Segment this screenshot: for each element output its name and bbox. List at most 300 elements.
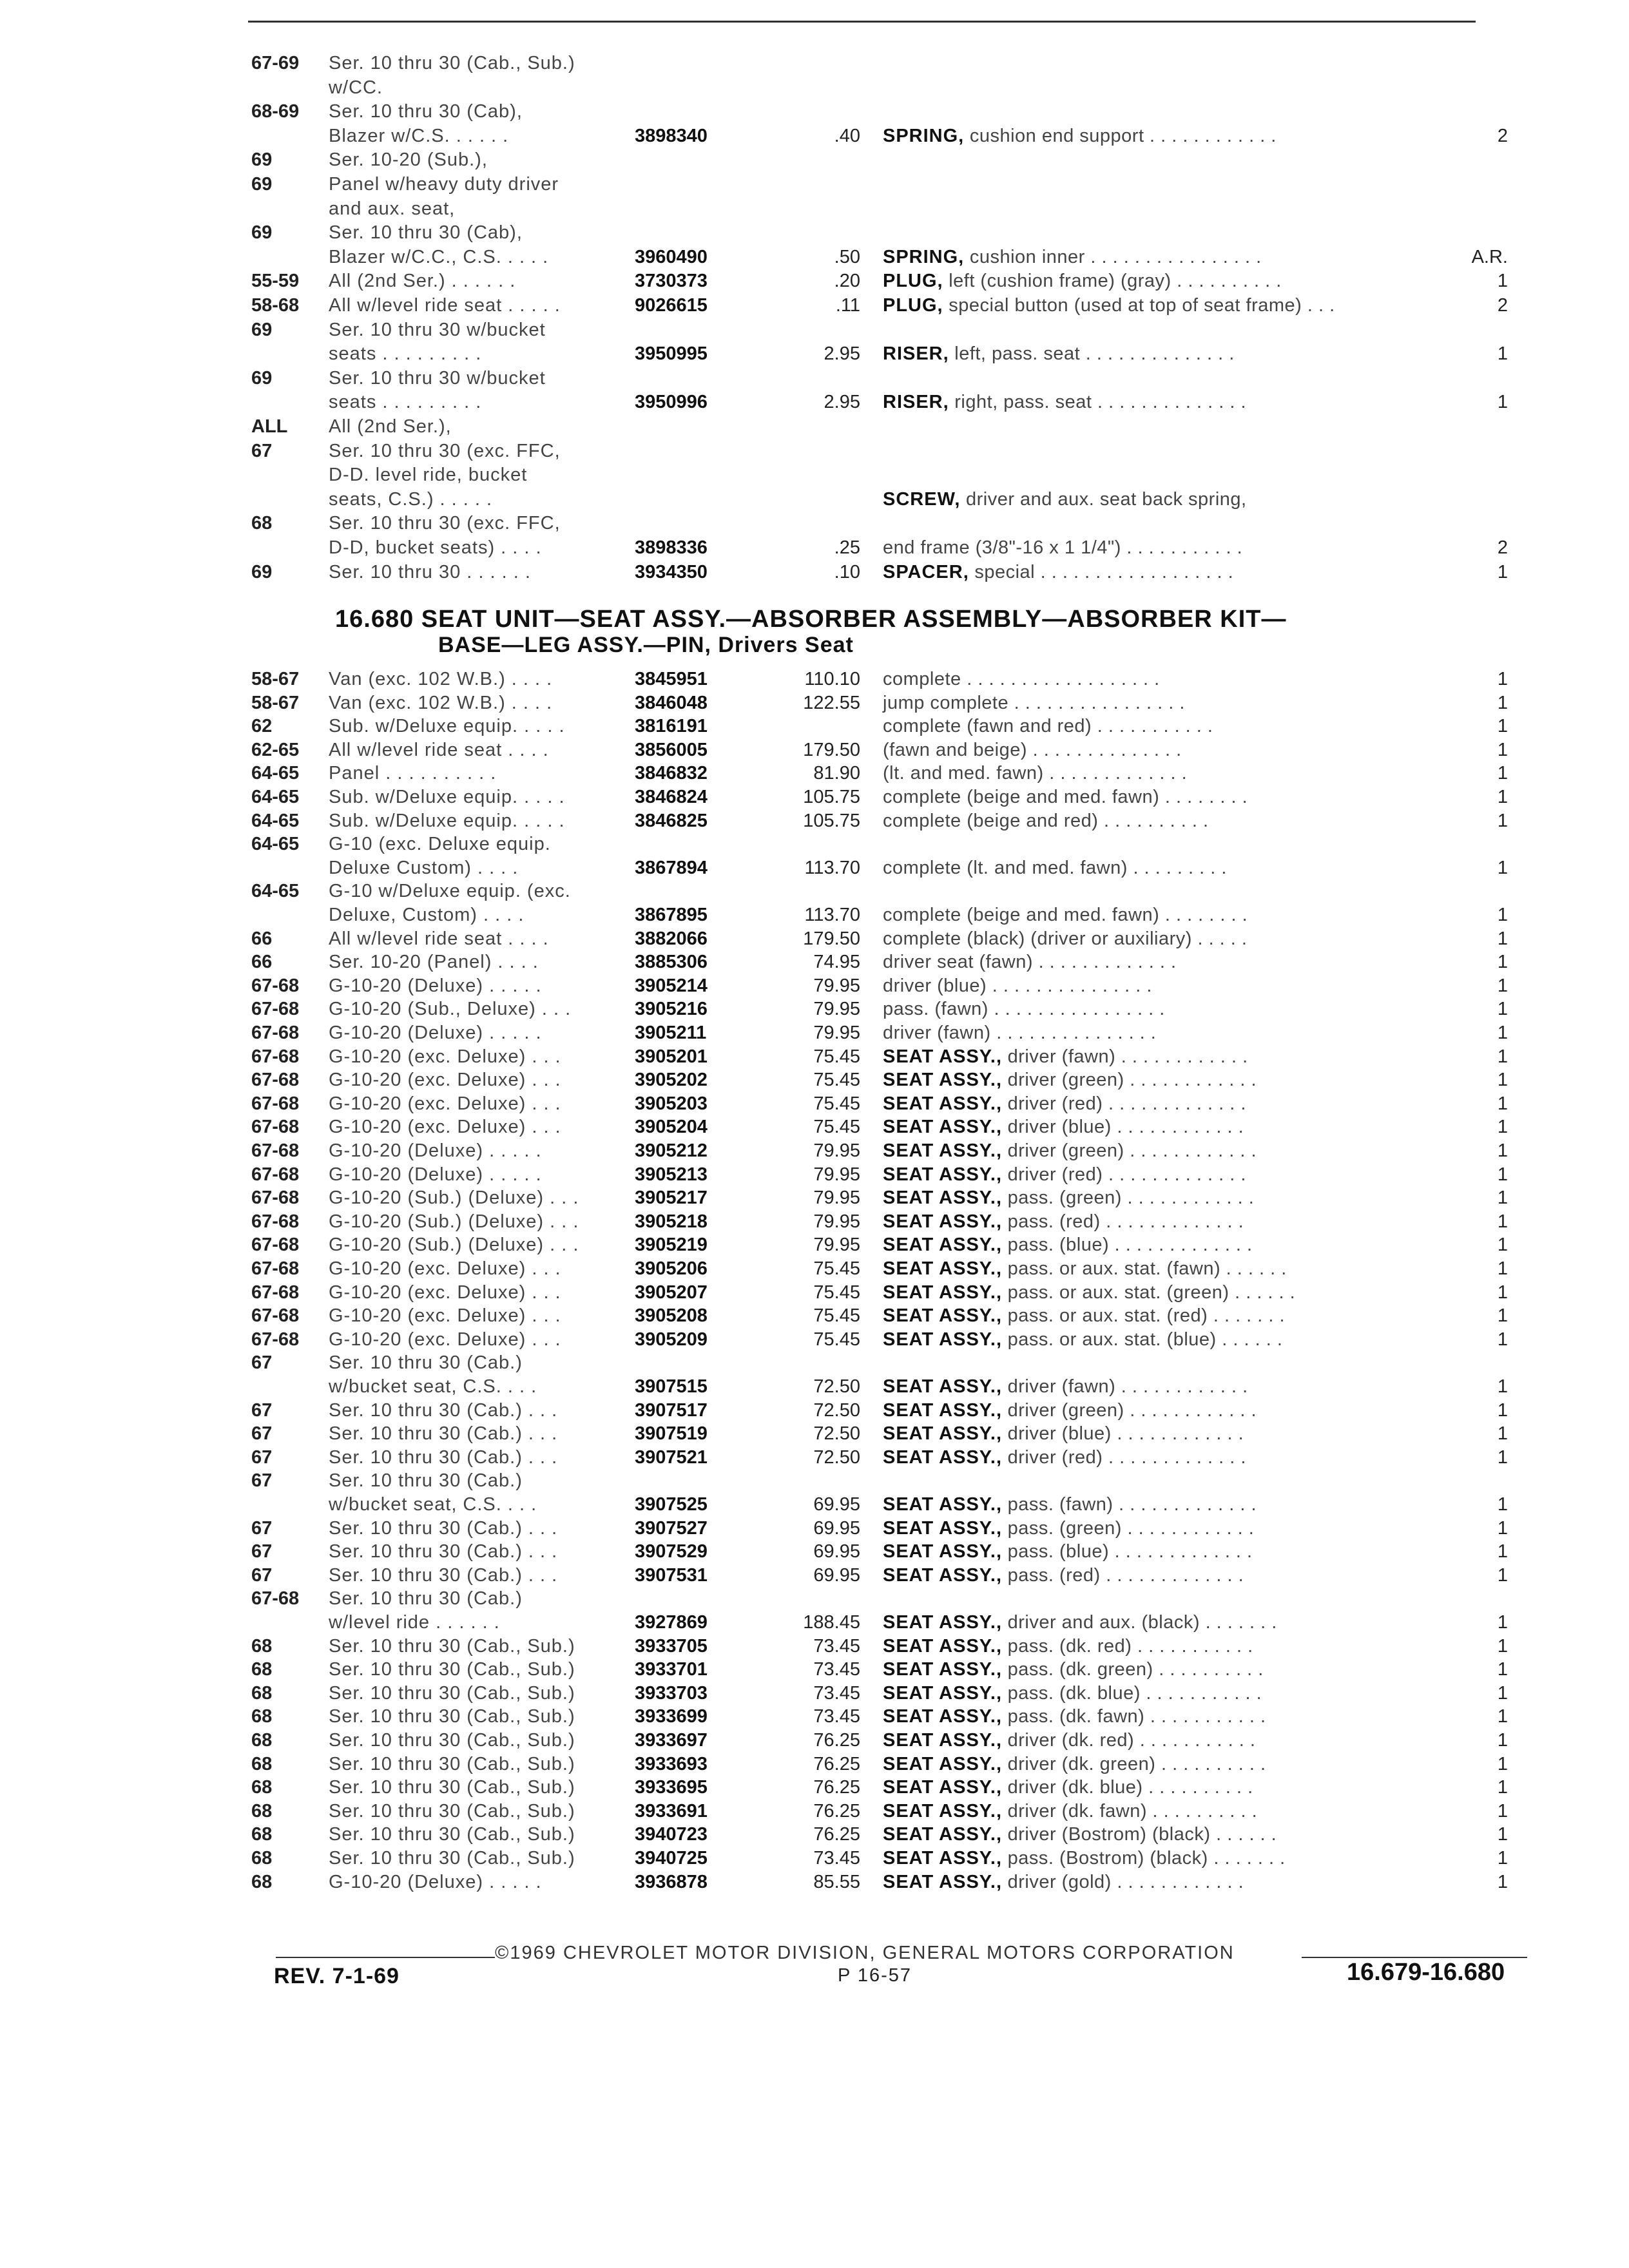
section-subheading: BASE—LEG ASSY.—PIN, Drivers Seat bbox=[438, 633, 854, 657]
series-application: G-10-20 (Deluxe) . . . . . bbox=[329, 1871, 542, 1892]
series-application: Sub. w/Deluxe equip. . . . . bbox=[329, 787, 565, 807]
part-detail: driver (dk. blue) . . . . . . . . . . bbox=[1007, 1777, 1253, 1798]
list-price: 79.95 bbox=[813, 1164, 860, 1185]
part-detail: driver (green) . . . . . . . . . . . . bbox=[1007, 1140, 1257, 1161]
series-application: and aux. seat, bbox=[329, 198, 456, 219]
parts-row bbox=[0, 1328, 1629, 1351]
parts-row bbox=[0, 1163, 1629, 1186]
quantity: 1 bbox=[1497, 1564, 1508, 1586]
quantity: 1 bbox=[1497, 1494, 1508, 1515]
series-application: Ser. 10 thru 30 (Cab.) . . . bbox=[329, 1423, 558, 1445]
list-price: 73.45 bbox=[813, 1682, 860, 1704]
series-application: Ser. 10 thru 30 (Cab., Sub.) bbox=[329, 53, 575, 73]
part-description bbox=[883, 1493, 1476, 1516]
series-application: Ser. 10 thru 30 (Cab., Sub.) bbox=[329, 1635, 575, 1657]
part-detail: driver (gold) . . . . . . . . . . . . bbox=[1007, 1871, 1244, 1892]
series-application: G-10-20 (exc. Deluxe) . . . bbox=[329, 1305, 561, 1327]
model-year: 67-68 bbox=[251, 1282, 300, 1303]
part-number: 3885306 bbox=[635, 952, 708, 973]
part-number: 3907517 bbox=[635, 1399, 708, 1421]
part-description bbox=[883, 903, 1476, 927]
parts-row bbox=[0, 390, 1629, 414]
part-description bbox=[883, 1186, 1476, 1209]
parts-row bbox=[0, 1517, 1629, 1540]
part-description bbox=[883, 715, 1476, 738]
model-year: 67-68 bbox=[251, 1588, 300, 1610]
parts-row bbox=[0, 715, 1629, 738]
series-application: Ser. 10 thru 30 (Cab., Sub.) bbox=[329, 1848, 575, 1869]
footer-rule-right bbox=[1302, 1957, 1527, 1958]
quantity: 1 bbox=[1497, 928, 1508, 949]
model-year: 69 bbox=[251, 149, 273, 171]
part-detail: pass. (blue) . . . . . . . . . . . . . bbox=[1007, 1235, 1253, 1256]
part-name: SEAT ASSY., bbox=[883, 1117, 1003, 1138]
list-price: 75.45 bbox=[813, 1046, 860, 1067]
model-year: 67-68 bbox=[251, 975, 300, 996]
part-description bbox=[883, 691, 1476, 715]
part-detail: pass. (dk. green) . . . . . . . . . . bbox=[1007, 1659, 1264, 1680]
part-name: SEAT ASSY., bbox=[883, 1871, 1003, 1892]
quantity: 1 bbox=[1497, 905, 1508, 925]
part-number: 3933705 bbox=[635, 1635, 708, 1657]
quantity: 1 bbox=[1497, 1046, 1508, 1067]
part-detail: jump complete . . . . . . . . . . . . . . . . bbox=[883, 692, 1185, 713]
model-year: 68 bbox=[251, 1871, 273, 1892]
part-detail: pass. (Bostrom) (black) . . . . . . . bbox=[1007, 1848, 1286, 1869]
list-price: 110.10 bbox=[804, 669, 860, 689]
series-application: G-10-20 (exc. Deluxe) . . . bbox=[329, 1282, 561, 1303]
part-detail: pass. (dk. red) . . . . . . . . . . . bbox=[1007, 1635, 1253, 1657]
part-name: SEAT ASSY., bbox=[883, 1046, 1003, 1067]
series-application: seats . . . . . . . . . bbox=[329, 343, 482, 365]
copyright-line: ©1969 CHEVROLET MOTOR DIVISION, GENERAL MOTORS CORPORATION bbox=[495, 1943, 1235, 1963]
part-name: SEAT ASSY., bbox=[883, 1070, 1003, 1091]
part-description bbox=[883, 488, 1476, 511]
part-detail: pass. (fawn) . . . . . . . . . . . . . bbox=[1007, 1494, 1257, 1515]
part-detail: pass. (green) . . . . . . . . . . . . bbox=[1007, 1517, 1255, 1539]
list-price: 113.70 bbox=[804, 857, 860, 878]
part-name: SEAT ASSY., bbox=[883, 1635, 1003, 1657]
list-price: 76.25 bbox=[813, 1730, 860, 1751]
list-price: 72.50 bbox=[813, 1399, 860, 1421]
model-year: 67-68 bbox=[251, 1211, 300, 1232]
list-price: 85.55 bbox=[813, 1871, 860, 1892]
part-name: SEAT ASSY., bbox=[883, 1282, 1003, 1303]
parts-row bbox=[0, 1210, 1629, 1233]
model-year: 68 bbox=[251, 1753, 273, 1774]
list-price: 188.45 bbox=[803, 1612, 860, 1633]
part-detail: driver (dk. green) . . . . . . . . . . bbox=[1007, 1753, 1266, 1774]
part-number: 3867895 bbox=[635, 905, 708, 925]
quantity: 1 bbox=[1497, 1871, 1508, 1892]
page-number: P 16-57 bbox=[838, 1965, 912, 1986]
model-year: 67-68 bbox=[251, 1187, 300, 1209]
parts-row bbox=[0, 1658, 1629, 1681]
part-name: PLUG, bbox=[883, 295, 943, 316]
part-description bbox=[883, 1682, 1476, 1705]
part-description bbox=[883, 294, 1476, 317]
part-detail: left, pass. seat . . . . . . . . . . . . . . bbox=[954, 343, 1235, 365]
parts-row bbox=[0, 950, 1629, 974]
model-year: 68 bbox=[251, 1848, 273, 1869]
series-application: Ser. 10 thru 30 (exc. FFC, bbox=[329, 440, 561, 461]
series-application: Sub. w/Deluxe equip. . . . . bbox=[329, 716, 565, 737]
part-detail: pass. (dk. blue) . . . . . . . . . . . bbox=[1007, 1682, 1262, 1704]
series-application: G-10-20 (exc. Deluxe) . . . bbox=[329, 1046, 561, 1067]
parts-row bbox=[0, 1776, 1629, 1799]
part-description bbox=[883, 1446, 1476, 1469]
list-price: .20 bbox=[834, 271, 860, 292]
quantity: 1 bbox=[1497, 1824, 1508, 1845]
quantity: 1 bbox=[1497, 1730, 1508, 1751]
part-detail: driver (Bostrom) (black) . . . . . . bbox=[1007, 1824, 1277, 1845]
part-number: 3905201 bbox=[635, 1046, 708, 1067]
parts-row bbox=[0, 927, 1629, 950]
series-application: w/level ride . . . . . . bbox=[329, 1612, 500, 1633]
part-detail: driver (blue) . . . . . . . . . . . . bbox=[1007, 1423, 1244, 1445]
quantity: 1 bbox=[1497, 1329, 1508, 1350]
quantity: 1 bbox=[1497, 1399, 1508, 1421]
part-detail: driver (fawn) . . . . . . . . . . . . bbox=[1007, 1046, 1248, 1067]
series-application: Ser. 10 thru 30 . . . . . . bbox=[329, 561, 531, 582]
series-application: Blazer w/C.C., C.S. . . . . bbox=[329, 246, 549, 267]
parts-row bbox=[0, 879, 1629, 903]
part-description bbox=[883, 1233, 1476, 1256]
model-year: 64-65 bbox=[251, 881, 300, 902]
list-price: 113.70 bbox=[804, 905, 860, 925]
quantity: 2 bbox=[1497, 295, 1508, 316]
series-application: w/CC. bbox=[329, 77, 383, 98]
part-detail: driver (dk. red) . . . . . . . . . . . bbox=[1007, 1730, 1256, 1751]
part-detail: (fawn and beige) . . . . . . . . . . . . . . bbox=[883, 739, 1182, 760]
series-application: Van (exc. 102 W.B.) . . . . bbox=[329, 669, 553, 689]
quantity: 1 bbox=[1497, 1023, 1508, 1043]
quantity: 1 bbox=[1497, 1282, 1508, 1303]
part-detail: pass. or aux. stat. (blue) . . . . . . bbox=[1007, 1329, 1283, 1350]
part-description bbox=[883, 1281, 1476, 1304]
part-detail: pass. or aux. stat. (green) . . . . . . bbox=[1007, 1282, 1296, 1303]
part-name: SPACER, bbox=[883, 561, 969, 582]
part-number: 3907525 bbox=[635, 1494, 708, 1515]
quantity: 1 bbox=[1497, 692, 1508, 713]
part-description bbox=[883, 1163, 1476, 1186]
parts-row bbox=[0, 1304, 1629, 1327]
part-name: SEAT ASSY., bbox=[883, 1659, 1003, 1680]
part-number: 3905216 bbox=[635, 999, 708, 1020]
series-application: Deluxe, Custom) . . . . bbox=[329, 905, 525, 925]
part-number: 3907531 bbox=[635, 1564, 708, 1586]
model-year: 55-59 bbox=[251, 271, 300, 292]
part-name: SEAT ASSY., bbox=[883, 1777, 1003, 1798]
part-description bbox=[883, 1021, 1476, 1044]
quantity: 1 bbox=[1497, 952, 1508, 973]
series-application: Ser. 10 thru 30 (Cab.) . . . bbox=[329, 1446, 558, 1468]
quantity: 1 bbox=[1497, 1211, 1508, 1232]
part-description bbox=[883, 997, 1476, 1021]
section-heading: 16.680 SEAT UNIT—SEAT ASSY.—ABSORBER ASSEMBLY—ABSORBER KIT— bbox=[335, 606, 1287, 633]
parts-row bbox=[0, 197, 1629, 220]
quantity: 1 bbox=[1497, 1800, 1508, 1821]
model-year: 62 bbox=[251, 716, 273, 737]
parts-row bbox=[0, 342, 1629, 365]
model-year: 58-67 bbox=[251, 692, 300, 713]
quantity: 1 bbox=[1497, 1093, 1508, 1114]
series-application: G-10 (exc. Deluxe equip. bbox=[329, 834, 551, 855]
list-price: 76.25 bbox=[813, 1777, 860, 1798]
part-number: 3846048 bbox=[635, 692, 708, 713]
parts-row bbox=[0, 269, 1629, 293]
part-number: 3933697 bbox=[635, 1730, 708, 1751]
parts-row bbox=[0, 488, 1629, 511]
part-description bbox=[883, 1210, 1476, 1233]
part-description bbox=[883, 1517, 1476, 1540]
series-application: D-D, bucket seats) . . . . bbox=[329, 537, 542, 558]
part-number: 3933701 bbox=[635, 1659, 708, 1680]
part-number: 3845951 bbox=[635, 669, 708, 689]
series-application: G-10-20 (Sub.) (Deluxe) . . . bbox=[329, 1235, 579, 1256]
parts-row bbox=[0, 561, 1629, 584]
list-price: 72.50 bbox=[813, 1376, 860, 1397]
part-number: 3927869 bbox=[635, 1612, 708, 1633]
part-detail: complete (beige and med. fawn) . . . . . . . . bbox=[883, 905, 1248, 925]
parts-row bbox=[0, 173, 1629, 196]
parts-row bbox=[0, 974, 1629, 997]
parts-row bbox=[0, 1045, 1629, 1068]
parts-row bbox=[0, 997, 1629, 1021]
list-price: 76.25 bbox=[813, 1800, 860, 1821]
part-number: 3905206 bbox=[635, 1258, 708, 1279]
part-number: 3940723 bbox=[635, 1824, 708, 1845]
series-application: G-10-20 (Deluxe) . . . . . bbox=[329, 1140, 542, 1161]
model-year: 69 bbox=[251, 319, 273, 340]
model-year: 66 bbox=[251, 928, 273, 949]
model-year: 68 bbox=[251, 1682, 273, 1704]
series-application: D-D. level ride, bucket bbox=[329, 465, 528, 486]
quantity: 1 bbox=[1497, 343, 1508, 365]
parts-row bbox=[0, 318, 1629, 341]
part-detail: pass. (red) . . . . . . . . . . . . . bbox=[1007, 1211, 1244, 1232]
part-number: 3905209 bbox=[635, 1329, 708, 1350]
quantity: 1 bbox=[1497, 739, 1508, 760]
part-number: 3905218 bbox=[635, 1211, 708, 1232]
part-detail: driver (blue) . . . . . . . . . . . . . . . bbox=[883, 975, 1152, 996]
model-year: 67-68 bbox=[251, 1140, 300, 1161]
list-price: .50 bbox=[834, 246, 860, 267]
list-price: 73.45 bbox=[813, 1848, 860, 1869]
parts-row bbox=[0, 100, 1629, 123]
part-name: SEAT ASSY., bbox=[883, 1235, 1003, 1256]
part-description bbox=[883, 1705, 1476, 1728]
part-description bbox=[883, 1776, 1476, 1799]
part-description bbox=[883, 1753, 1476, 1776]
parts-row bbox=[0, 124, 1629, 148]
quantity: 1 bbox=[1497, 857, 1508, 878]
parts-row bbox=[0, 738, 1629, 762]
quantity: 1 bbox=[1497, 1117, 1508, 1138]
list-price: 69.95 bbox=[813, 1541, 860, 1562]
series-application: G-10-20 (Sub., Deluxe) . . . bbox=[329, 999, 572, 1020]
series-application: Ser. 10 thru 30 (Cab., Sub.) bbox=[329, 1706, 575, 1727]
part-number: 3856005 bbox=[635, 739, 708, 760]
quantity: 1 bbox=[1497, 810, 1508, 831]
parts-row bbox=[0, 1611, 1629, 1634]
quantity: 1 bbox=[1497, 392, 1508, 413]
model-year: 64-65 bbox=[251, 763, 300, 784]
model-year: 66 bbox=[251, 952, 273, 973]
part-name: SEAT ASSY., bbox=[883, 1564, 1003, 1586]
series-application: G-10-20 (Deluxe) . . . . . bbox=[329, 1164, 542, 1185]
part-description bbox=[883, 1823, 1476, 1846]
model-year: 69 bbox=[251, 561, 273, 582]
list-price: 76.25 bbox=[813, 1753, 860, 1774]
part-description bbox=[883, 1658, 1476, 1681]
model-year: 64-65 bbox=[251, 787, 300, 807]
parts-row bbox=[0, 1351, 1629, 1374]
model-year: 67 bbox=[251, 440, 273, 461]
part-description bbox=[883, 1540, 1476, 1563]
model-year: 58-67 bbox=[251, 669, 300, 689]
list-price: 75.45 bbox=[813, 1093, 860, 1114]
part-detail: driver (fawn) . . . . . . . . . . . . . . . bbox=[883, 1023, 1157, 1043]
model-year: 67-68 bbox=[251, 999, 300, 1020]
list-price: 105.75 bbox=[803, 787, 860, 807]
parts-row bbox=[0, 1682, 1629, 1705]
quantity: 1 bbox=[1497, 1140, 1508, 1161]
list-price: 75.45 bbox=[813, 1305, 860, 1327]
part-number: 3816191 bbox=[635, 716, 708, 737]
quantity: 1 bbox=[1497, 1848, 1508, 1869]
part-number: 3907519 bbox=[635, 1423, 708, 1445]
part-number: 3882066 bbox=[635, 928, 708, 949]
parts-row bbox=[0, 1422, 1629, 1445]
part-description bbox=[883, 1564, 1476, 1587]
part-number: 3905214 bbox=[635, 975, 708, 996]
parts-row bbox=[0, 1753, 1629, 1776]
part-name: SEAT ASSY., bbox=[883, 1187, 1003, 1209]
parts-row bbox=[0, 536, 1629, 559]
list-price: 179.50 bbox=[803, 739, 860, 760]
part-number: 3898340 bbox=[635, 125, 708, 146]
footer-rule-left bbox=[276, 1957, 495, 1958]
part-name: SEAT ASSY., bbox=[883, 1706, 1003, 1727]
list-price: 81.90 bbox=[813, 763, 860, 784]
list-price: 79.95 bbox=[813, 1023, 860, 1043]
quantity: 1 bbox=[1497, 1541, 1508, 1562]
quantity: 1 bbox=[1497, 561, 1508, 582]
part-number: 3936878 bbox=[635, 1871, 708, 1892]
series-application: Ser. 10 thru 30 (exc. FFC, bbox=[329, 513, 561, 534]
model-year: 67 bbox=[251, 1423, 273, 1445]
parts-row bbox=[0, 1587, 1629, 1610]
part-number: 3907515 bbox=[635, 1376, 708, 1397]
parts-row bbox=[0, 1469, 1629, 1492]
part-description bbox=[883, 927, 1476, 950]
parts-row bbox=[0, 52, 1629, 75]
list-price: 79.95 bbox=[813, 975, 860, 996]
model-year: 67-68 bbox=[251, 1046, 300, 1067]
parts-row bbox=[0, 463, 1629, 486]
part-name: SEAT ASSY., bbox=[883, 1211, 1003, 1232]
parts-row bbox=[0, 1186, 1629, 1209]
series-application: All w/level ride seat . . . . . bbox=[329, 295, 561, 316]
part-detail: right, pass. seat . . . . . . . . . . . . . . bbox=[954, 392, 1247, 413]
part-detail: complete (fawn and red) . . . . . . . . . . . bbox=[883, 716, 1213, 737]
parts-row bbox=[0, 832, 1629, 856]
part-name: SEAT ASSY., bbox=[883, 1164, 1003, 1185]
part-detail: driver seat (fawn) . . . . . . . . . . . . . bbox=[883, 952, 1177, 973]
part-description bbox=[883, 1304, 1476, 1327]
model-year: 67 bbox=[251, 1352, 273, 1374]
part-number: 3846824 bbox=[635, 787, 708, 807]
part-name: SEAT ASSY., bbox=[883, 1258, 1003, 1279]
model-year: 67-68 bbox=[251, 1258, 300, 1279]
model-year: 68 bbox=[251, 1777, 273, 1798]
part-number: 3905207 bbox=[635, 1282, 708, 1303]
series-application: G-10-20 (Deluxe) . . . . . bbox=[329, 975, 542, 996]
model-year: 67 bbox=[251, 1399, 273, 1421]
part-number: 3905217 bbox=[635, 1187, 708, 1209]
part-description bbox=[883, 1729, 1476, 1752]
parts-row bbox=[0, 1540, 1629, 1563]
part-description bbox=[883, 124, 1476, 148]
parts-row bbox=[0, 809, 1629, 832]
series-application: G-10-20 (exc. Deluxe) . . . bbox=[329, 1117, 561, 1138]
quantity: A.R. bbox=[1471, 246, 1508, 267]
series-application: Ser. 10 thru 30 w/bucket bbox=[329, 367, 546, 389]
part-number: 3960490 bbox=[635, 246, 708, 267]
part-description bbox=[883, 1847, 1476, 1870]
part-description bbox=[883, 1422, 1476, 1445]
list-price: 79.95 bbox=[813, 999, 860, 1020]
part-detail: special button (used at top of seat frame) . . . bbox=[949, 295, 1335, 316]
list-price: 79.95 bbox=[813, 1140, 860, 1161]
part-name: SEAT ASSY., bbox=[883, 1494, 1003, 1515]
part-detail: pass. (green) . . . . . . . . . . . . bbox=[1007, 1187, 1255, 1209]
model-year: 68 bbox=[251, 1730, 273, 1751]
part-detail: driver (fawn) . . . . . . . . . . . . bbox=[1007, 1376, 1248, 1397]
series-application: w/bucket seat, C.S. . . . bbox=[329, 1494, 537, 1515]
quantity: 1 bbox=[1497, 1446, 1508, 1468]
series-application: Ser. 10 thru 30 (Cab., Sub.) bbox=[329, 1682, 575, 1704]
parts-row bbox=[0, 1823, 1629, 1846]
list-price: 69.95 bbox=[813, 1517, 860, 1539]
part-number: 3905211 bbox=[635, 1023, 707, 1043]
part-description bbox=[883, 1045, 1476, 1068]
parts-row bbox=[0, 148, 1629, 171]
model-year: 67 bbox=[251, 1517, 273, 1539]
quantity: 1 bbox=[1497, 1659, 1508, 1680]
part-description bbox=[883, 245, 1476, 269]
quantity: 1 bbox=[1497, 716, 1508, 737]
part-detail: driver (blue) . . . . . . . . . . . . bbox=[1007, 1117, 1244, 1138]
list-price: 105.75 bbox=[803, 810, 860, 831]
parts-row bbox=[0, 856, 1629, 879]
list-price: .25 bbox=[834, 537, 860, 558]
part-detail: complete (beige and med. fawn) . . . . . . . . bbox=[883, 787, 1248, 807]
part-detail: special . . . . . . . . . . . . . . . . . . bbox=[974, 561, 1234, 582]
quantity: 1 bbox=[1497, 1706, 1508, 1727]
part-detail: pass. (fawn) . . . . . . . . . . . . . . . . bbox=[883, 999, 1165, 1020]
quantity: 1 bbox=[1497, 1070, 1508, 1091]
parts-row bbox=[0, 691, 1629, 715]
part-detail: complete . . . . . . . . . . . . . . . . . . bbox=[883, 669, 1160, 689]
series-application: Deluxe Custom) . . . . bbox=[329, 857, 519, 878]
list-price: 75.45 bbox=[813, 1282, 860, 1303]
part-name: SCREW, bbox=[883, 488, 961, 510]
part-number: 3907529 bbox=[635, 1541, 708, 1562]
list-price: 69.95 bbox=[813, 1564, 860, 1586]
model-year: 68 bbox=[251, 1706, 273, 1727]
